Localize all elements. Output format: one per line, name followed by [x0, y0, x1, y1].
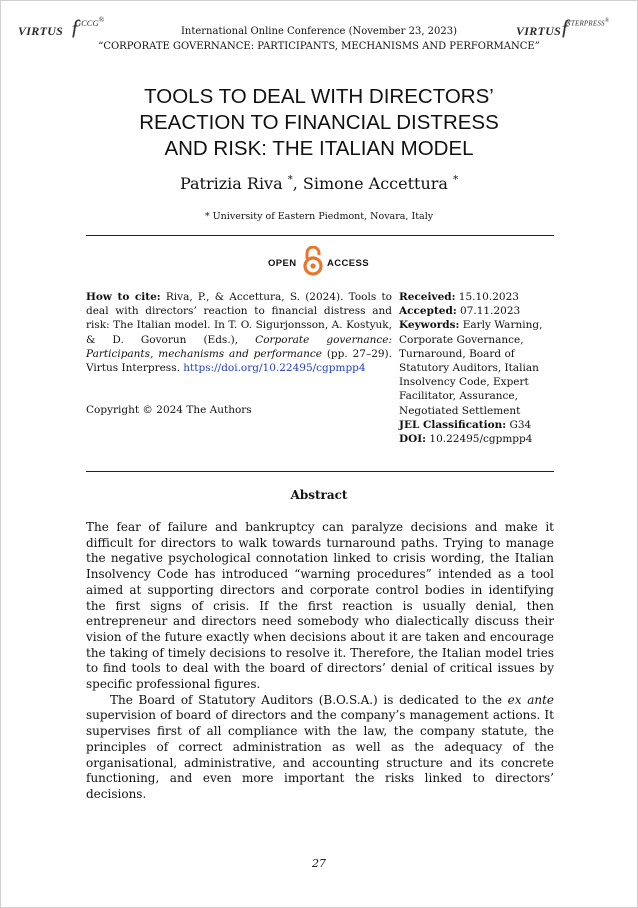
affiliation: * University of Eastern Piedmont, Novara, Italy — [204, 211, 434, 222]
open-label: OPEN — [268, 258, 297, 269]
logo-left-main: VIRTUS — [18, 24, 64, 38]
conference-theme: “CORPORATE GOVERNANCE: PARTICIPANTS, MECHANISMS AND PERFORMANCE” — [98, 41, 540, 52]
authors: Patrizia Riva *, Simone Accettura * — [179, 174, 459, 193]
received-row: Received: 15.10.2023 — [399, 291, 519, 303]
page-number: 27 — [312, 857, 326, 870]
logo-right-slash: ƒ — [560, 14, 571, 39]
abstract-body — [86, 520, 554, 803]
paper-title — [60, 84, 578, 162]
keywords-row: Keywords: Early Warning, Corporate Governance, Turnaround, Board of Statutory Auditors, Italian Insolvency Code, Expert Facilitator, Assurance, Negotiated Settlement — [399, 319, 543, 417]
title-line: REACTION TO FINANCIAL DISTRESS — [139, 111, 499, 134]
access-label: ACCESS — [327, 258, 369, 269]
jel-row: JEL Classification: G34 — [399, 418, 532, 431]
cite-label: How to cite: — [86, 291, 161, 303]
author-name: Simone Accettura — [302, 174, 448, 193]
logo-left-sub: GCCG® — [75, 16, 105, 28]
divider — [86, 471, 554, 472]
accepted-row: Accepted: 07.11.2023 — [399, 305, 521, 318]
how-to-cite: How to cite: Riva, P., & Accettura, S. (2024). Tools to deal with directors’ reaction to financial distress and risk: The Italian model. In T. O. Sigurjonsson, A. Kostyuk, & D. Govorun (Eds.), Corporate governance: Participants, mechanisms and performance (pp. 27–29). Virtus Interpress. https://doi.org/10.22495/cgpmpp4 — [86, 291, 393, 375]
doi-row: DOI: 10.22495/cgpmpp4 — [399, 433, 533, 446]
affiliation-mark: * — [453, 174, 459, 186]
logo-right-main: VIRTUS — [516, 24, 562, 38]
title-line: AND RISK: THE ITALIAN MODEL — [164, 137, 474, 160]
divider — [86, 235, 554, 236]
abstract-heading: Abstract — [290, 488, 348, 502]
title-line: TOOLS TO DEAL WITH DIRECTORS’ — [144, 85, 494, 108]
affiliation-mark: * — [287, 174, 293, 186]
article-metadata — [399, 290, 559, 446]
logo-right-sub: NTERPRESS® — [566, 18, 610, 28]
abstract-paragraph: The fear of failure and bankruptcy can paralyze decisions and make it difficult for directors to walk towards turnaround paths. Trying to manage the negative psychological connotation linked to crisis wording, the Italian Insolvency Code has introduced “warning procedures” intended as a tool aimed at supporting directors and corporate control bodies in identifying the first signs of crisis. If the first reaction is usually denial, then entrepreneur and directors need somebody who dialectically discuss their vision of the future exactly when decisions about it are taken and encourage the taking of timely decisions to resolve it. Therefore, the Italian model tries to find tools to deal with the board of directors’ denial of critical issues by specific professional figures. — [86, 520, 554, 692]
conference-name: International Online Conference (November 23, 2023) — [180, 26, 458, 37]
abstract-paragraph: The Board of Statutory Auditors (B.O.S.A.) is dedicated to the ex ante supervision of board of directors and the company’s management actions. It supervises first of all compliance with the law, the company statute, the principles of correct administration as well as the adequacy of the organisational, administrative, and accounting structure and its concrete functioning, and even more important the risks linked to directors’ decisions. — [86, 692, 555, 801]
doi-link[interactable]: https://doi.org/10.22495/cgpmpp4 — [183, 362, 366, 375]
open-lock-icon — [302, 246, 324, 276]
copyright: Copyright © 2024 The Authors — [86, 404, 252, 416]
author-name: Patrizia Riva — [179, 174, 283, 193]
book-title: Corporate governance: Participants, mechanisms and performance — [86, 333, 392, 360]
open-access-badge — [0, 246, 638, 276]
logo-left-slash: ƒ — [70, 14, 81, 39]
